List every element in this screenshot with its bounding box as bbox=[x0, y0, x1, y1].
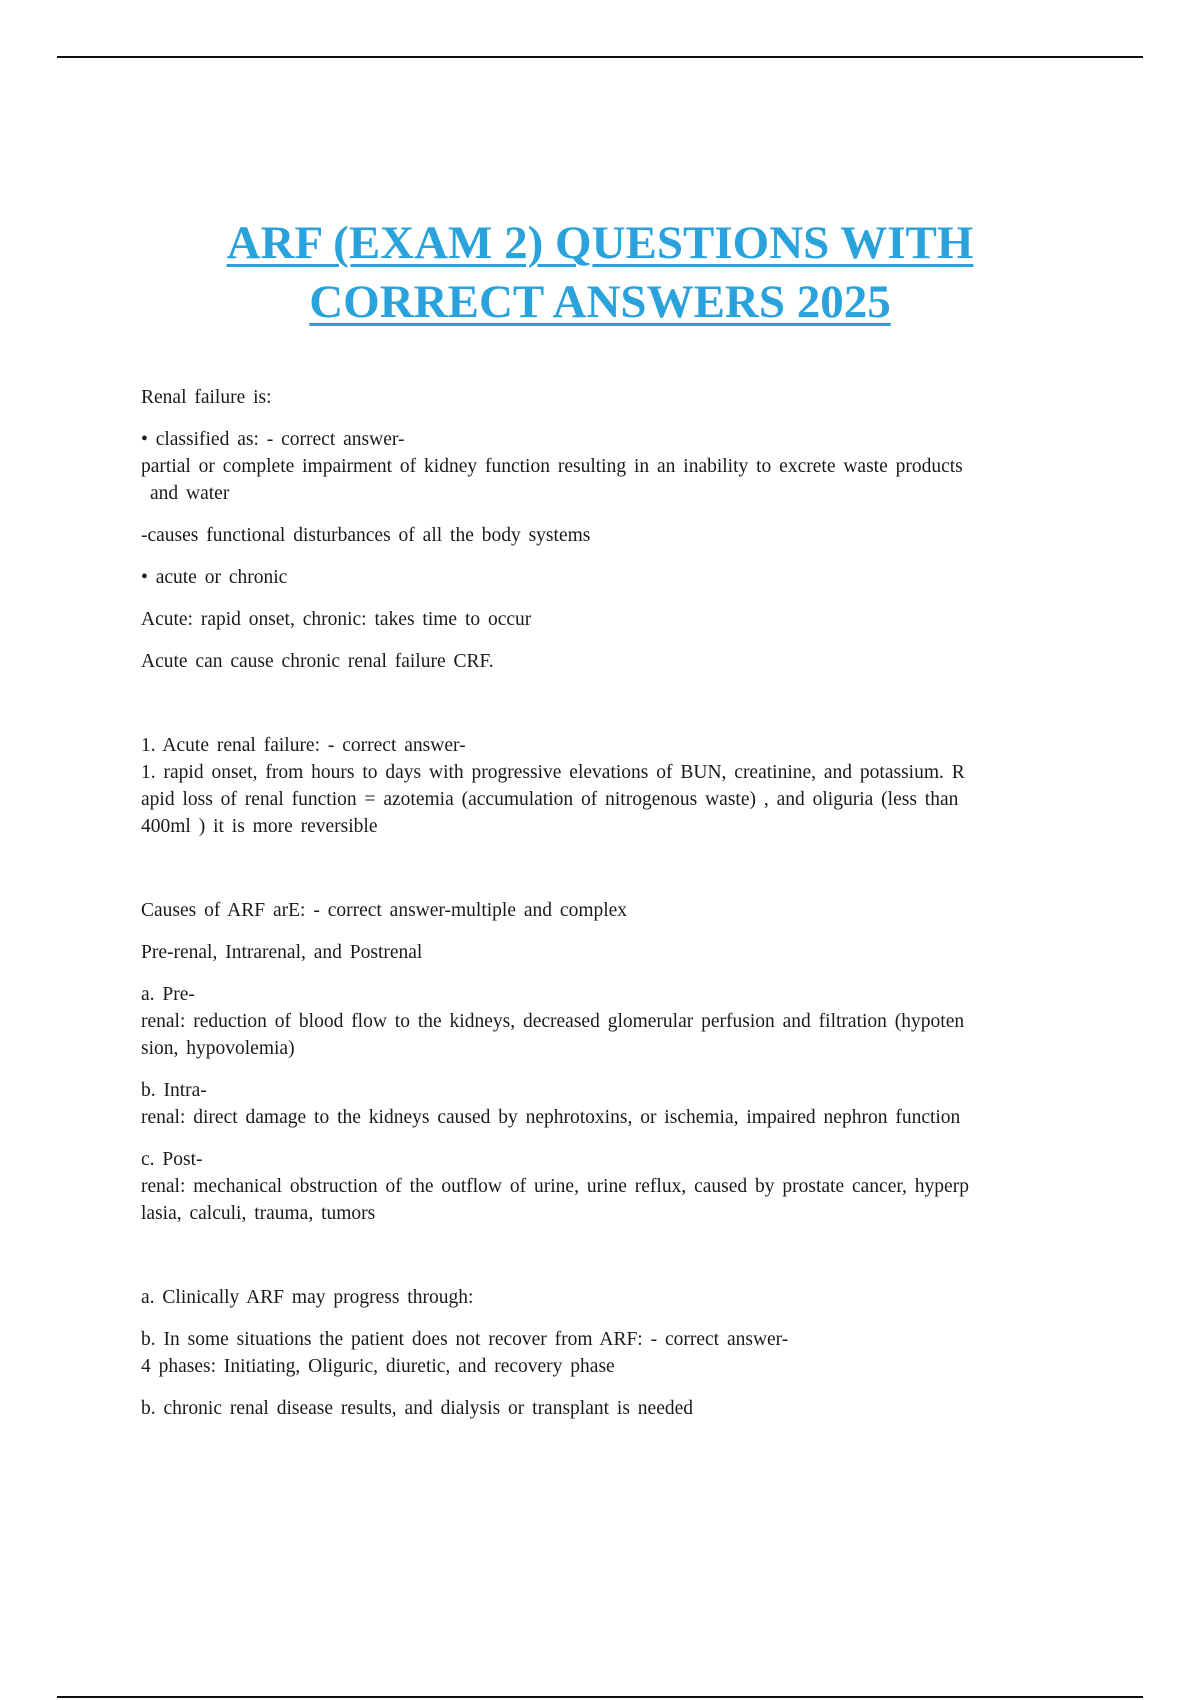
paragraph bbox=[141, 732, 1056, 840]
text-line: b. Intra- bbox=[141, 1080, 207, 1101]
text-line: b. chronic renal disease results, and dialysis or transplant is needed bbox=[141, 1398, 694, 1419]
document-title bbox=[0, 214, 1200, 332]
text-line: a. Pre- bbox=[141, 984, 195, 1005]
text-line: Causes of ARF arE: - correct answer-multiple and complex bbox=[141, 900, 628, 921]
text-line: sion, hypovolemia) bbox=[141, 1038, 295, 1059]
text-line: apid loss of renal function = azotemia (accumulation of nitrogenous waste) , and oliguria (less than bbox=[141, 789, 959, 810]
paragraph bbox=[141, 426, 1056, 507]
paragraph bbox=[141, 939, 1056, 966]
text-line: c. Post- bbox=[141, 1149, 203, 1170]
text-line: and water bbox=[150, 483, 230, 504]
paragraph bbox=[141, 981, 1056, 1062]
text-line: -causes functional disturbances of all the body systems bbox=[141, 525, 591, 546]
paragraph bbox=[141, 897, 1056, 924]
text-line: Acute: rapid onset, chronic: takes time to occur bbox=[141, 609, 532, 630]
paragraph bbox=[141, 384, 1056, 411]
text-line: • classified as: - correct answer- bbox=[141, 429, 405, 450]
paragraph bbox=[141, 522, 1056, 549]
text-line: renal: reduction of blood flow to the kidneys, decreased glomerular perfusion and filtration (hypoten bbox=[141, 1011, 965, 1032]
text-line: • acute or chronic bbox=[141, 567, 288, 588]
paragraph bbox=[141, 1077, 1056, 1131]
text-line: 1. rapid onset, from hours to days with progressive elevations of BUN, creatinine, and potassium. R bbox=[141, 762, 965, 783]
document-body bbox=[141, 384, 1056, 1437]
text-line: Pre-renal, Intrarenal, and Postrenal bbox=[141, 942, 423, 963]
text-line: Acute can cause chronic renal failure CRF. bbox=[141, 651, 494, 672]
text-line: Renal failure is: bbox=[141, 387, 272, 408]
text-line: renal: mechanical obstruction of the outflow of urine, urine reflux, caused by prostate cancer, hyperp bbox=[141, 1176, 969, 1197]
paragraph bbox=[141, 564, 1056, 591]
paragraph bbox=[141, 1146, 1056, 1227]
paragraph bbox=[141, 1284, 1056, 1311]
title-line-2: CORRECT ANSWERS 2025 bbox=[309, 276, 891, 328]
text-line: lasia, calculi, trauma, tumors bbox=[141, 1203, 376, 1224]
text-line: 400ml ) it is more reversible bbox=[141, 816, 378, 837]
text-line: renal: direct damage to the kidneys caused by nephrotoxins, or ischemia, impaired nephron function bbox=[141, 1107, 961, 1128]
text-line: 4 phases: Initiating, Oliguric, diuretic, and recovery phase bbox=[141, 1356, 615, 1377]
text-line: partial or complete impairment of kidney function resulting in an inability to excrete waste products bbox=[141, 456, 963, 477]
text-line: a. Clinically ARF may progress through: bbox=[141, 1287, 474, 1308]
paragraph bbox=[141, 1326, 1056, 1380]
paragraph bbox=[141, 1395, 1056, 1422]
text-line: b. In some situations the patient does not recover from ARF: - correct answer- bbox=[141, 1329, 789, 1350]
title-line-1: ARF (EXAM 2) QUESTIONS WITH bbox=[226, 217, 974, 269]
text-line: 1. Acute renal failure: - correct answer- bbox=[141, 735, 466, 756]
paragraph bbox=[141, 648, 1056, 675]
footer-rule bbox=[57, 1696, 1143, 1698]
header-rule bbox=[57, 56, 1143, 58]
paragraph bbox=[141, 606, 1056, 633]
